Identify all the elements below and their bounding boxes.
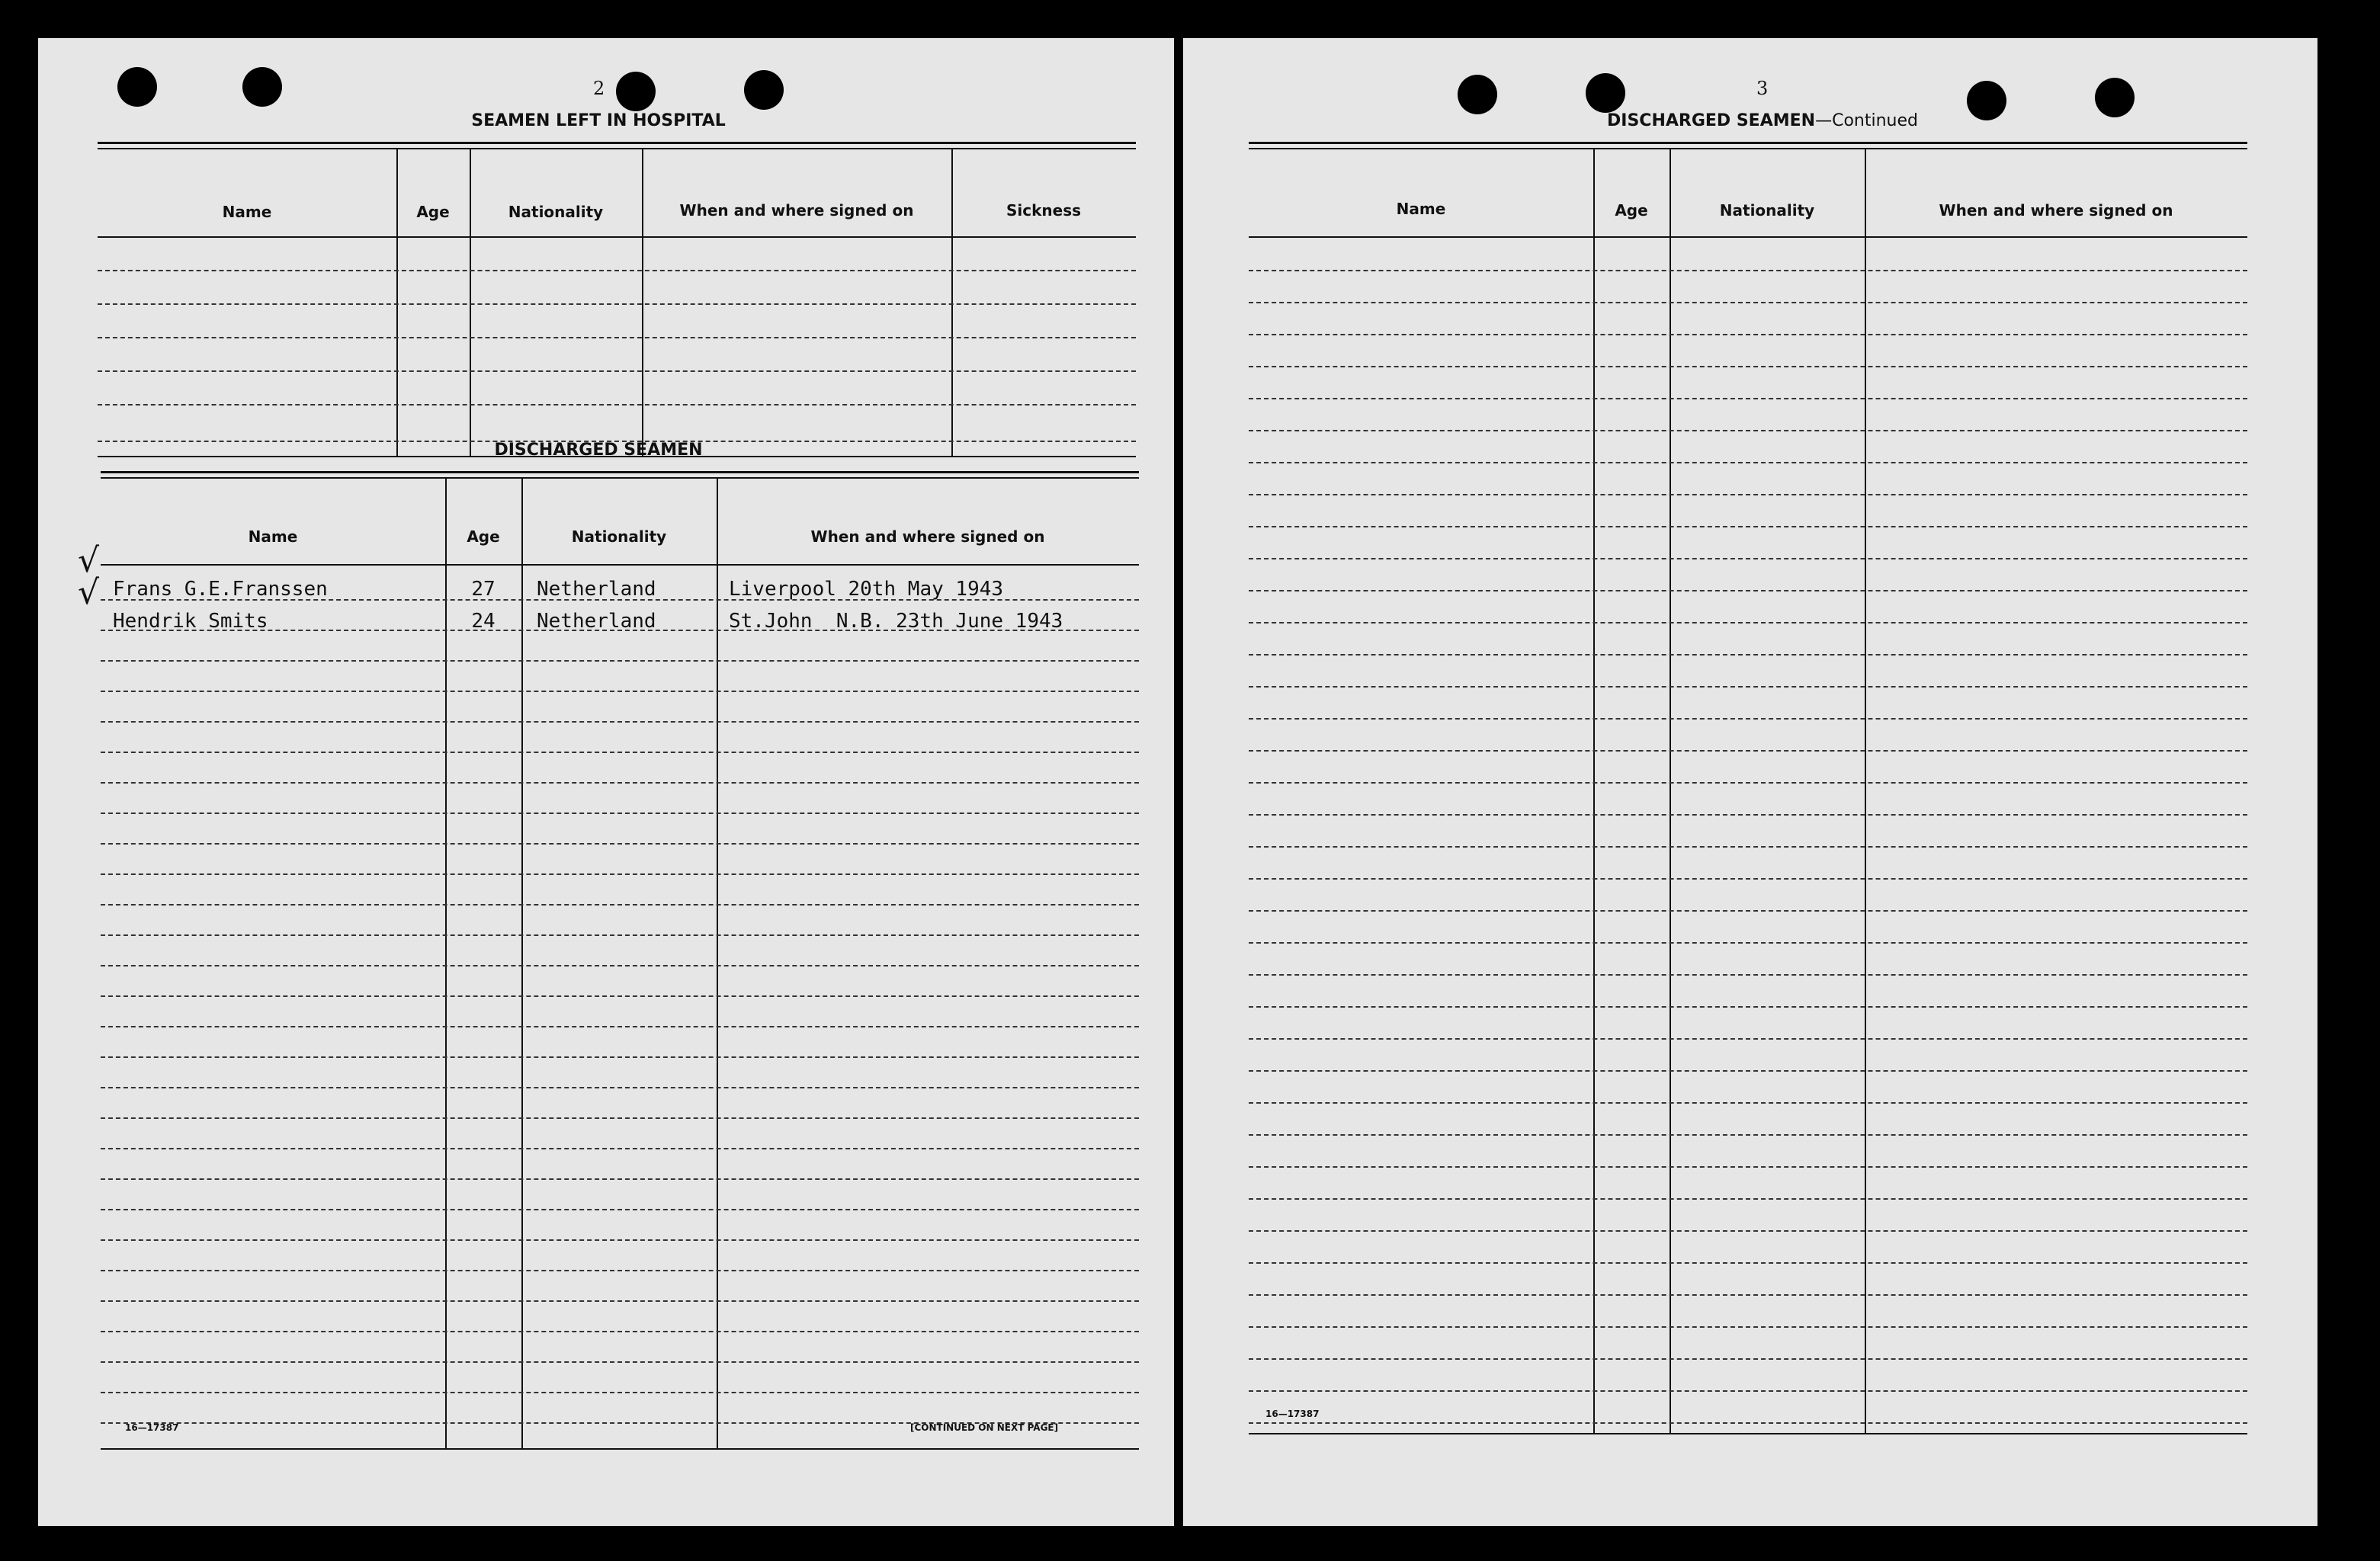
check-mark: √ xyxy=(78,573,100,612)
discharged-continued-title xyxy=(1595,111,1930,130)
seaman-nationality: Netherland xyxy=(537,610,656,633)
seaman-nationality: Netherland xyxy=(537,578,656,601)
punch-hole xyxy=(1586,73,1625,113)
punch-hole xyxy=(1967,81,2006,120)
seaman-age: 27 xyxy=(471,578,496,601)
punch-hole xyxy=(117,67,157,107)
right-page xyxy=(1183,38,2317,1526)
punch-hole xyxy=(744,70,784,110)
seaman-name: Hendrik Smits xyxy=(113,610,268,633)
discharged-continued-table xyxy=(1249,142,2247,1447)
check-mark: √ xyxy=(78,541,100,580)
punch-hole xyxy=(242,67,282,107)
col-age-header: Age xyxy=(416,203,450,221)
col-sickness-header: Sickness xyxy=(1006,201,1082,220)
punch-hole xyxy=(1458,75,1497,114)
page-number: 2 xyxy=(593,78,605,99)
col-nationality-header: Nationality xyxy=(571,527,667,546)
punch-hole xyxy=(616,72,656,111)
col-signed-on-header: When and where signed on xyxy=(810,527,1045,546)
form-number: 16—17387 xyxy=(1265,1409,1320,1419)
col-name-header: Name xyxy=(222,203,272,221)
hospital-table xyxy=(98,142,1136,462)
col-signed-on-header: When and where signed on xyxy=(1939,201,2173,220)
hospital-section-title: SEAMEN LEFT IN HOSPITAL xyxy=(471,111,726,130)
col-signed-on-header: When and where signed on xyxy=(679,201,914,220)
discharged-table xyxy=(78,471,1139,1462)
punch-hole xyxy=(2095,78,2135,117)
seaman-name: Frans G.E.Franssen xyxy=(113,578,328,601)
form-number: 16—17387 xyxy=(125,1422,179,1433)
left-page xyxy=(38,38,1174,1526)
title-main: DISCHARGED SEAMEN xyxy=(1607,111,1816,130)
seaman-signed-on: Liverpool 20th May 1943 xyxy=(729,578,1004,601)
col-age-header: Age xyxy=(1615,201,1648,220)
seaman-age: 24 xyxy=(471,610,496,633)
col-nationality-header: Nationality xyxy=(1719,201,1815,220)
seaman-signed-on: St.John N.B. 23th June 1943 xyxy=(729,610,1063,633)
col-nationality-header: Nationality xyxy=(508,203,604,221)
discharged-section-title: DISCHARGED SEAMEN xyxy=(494,441,703,460)
page-number: 3 xyxy=(1756,78,1769,99)
col-name-header: Name xyxy=(248,527,298,546)
col-age-header: Age xyxy=(467,527,500,546)
continued-note: [CONTINUED ON NEXT PAGE] xyxy=(910,1422,1059,1433)
col-name-header: Name xyxy=(1396,200,1446,218)
title-suffix: —Continued xyxy=(1815,111,1918,130)
